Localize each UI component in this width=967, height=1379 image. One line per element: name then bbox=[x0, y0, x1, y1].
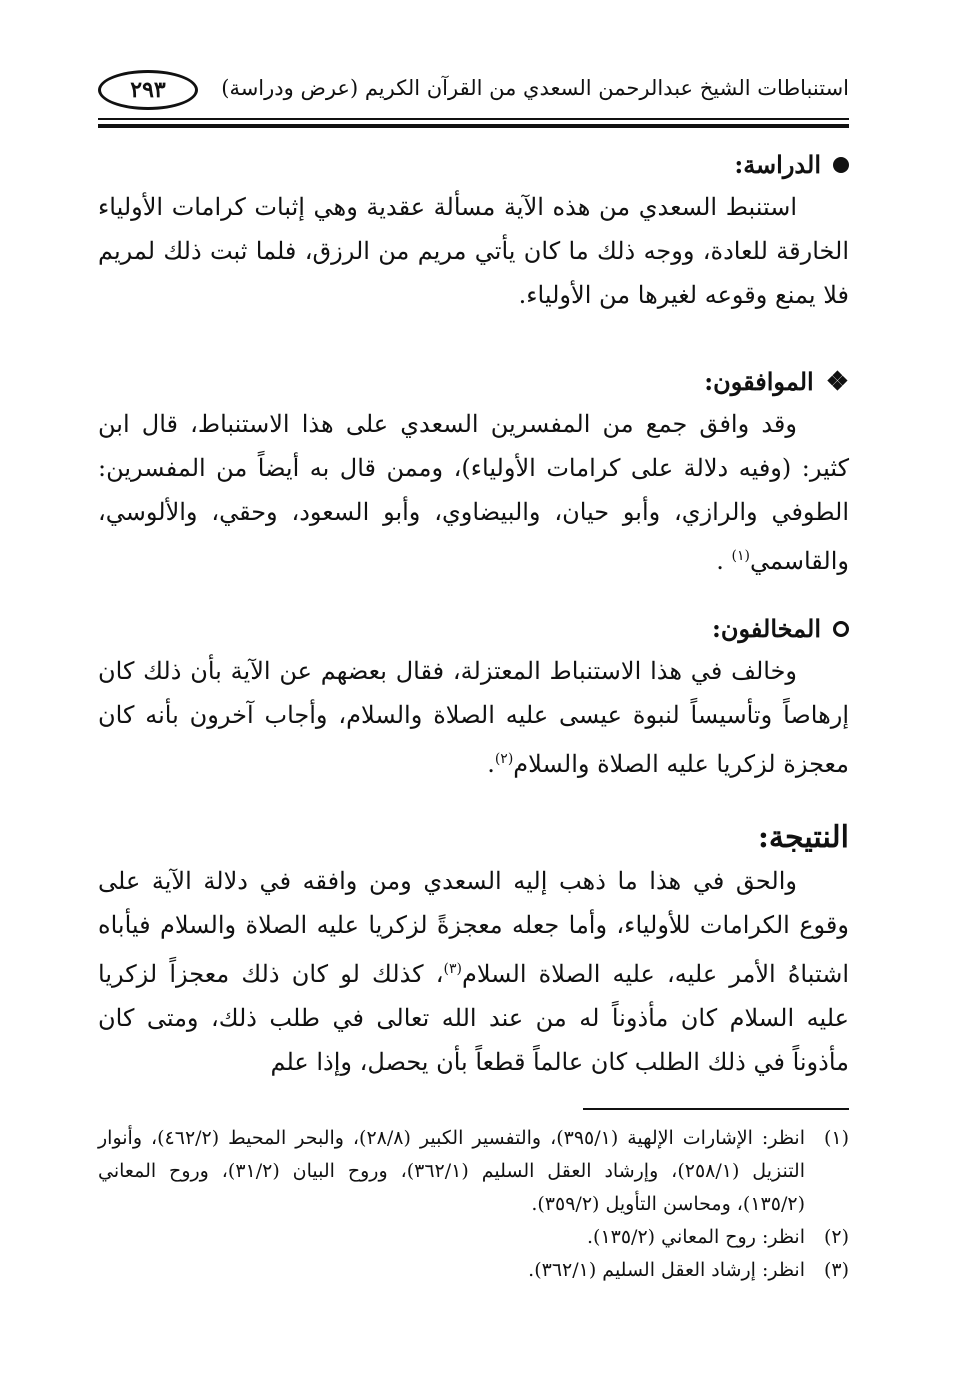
header-rule-thin bbox=[98, 118, 849, 120]
agreeing-heading-text: الموافقون: bbox=[704, 367, 814, 396]
agreeing-end: . bbox=[716, 547, 732, 575]
study-paragraph bbox=[98, 185, 849, 317]
opposing-heading-text: المخالفون: bbox=[712, 614, 821, 643]
footnote-2-number: (٢) bbox=[823, 1226, 849, 1248]
opposing-section bbox=[98, 614, 849, 786]
footnote-2-text: انظر: روح المعاني (١٣٥/٢). bbox=[586, 1226, 805, 1248]
agreeing-paragraph bbox=[98, 402, 849, 583]
diamond-ornament-icon: ❖ bbox=[825, 366, 849, 397]
result-text-a: والحق في هذا ما ذهب إليه السعدي ومن وافقه في دلالة الآية على وقوع الكرامات للأولياء، وأما جعله معجزةً لزكريا عليه الصلاة والسلام فيأباه اشتباهُ الأمر عليه، عليه الصلاة السلام bbox=[98, 867, 850, 988]
page-number-badge bbox=[98, 70, 198, 110]
agreeing-heading bbox=[98, 367, 849, 396]
opposing-heading bbox=[98, 614, 849, 643]
footnote-ref-3[interactable]: (٣) bbox=[443, 961, 462, 977]
result-paragraph bbox=[98, 859, 849, 1084]
footnote-3 bbox=[98, 1254, 849, 1287]
hollow-circle-bullet-icon bbox=[833, 621, 849, 637]
opposing-paragraph bbox=[98, 649, 849, 786]
footnote-ref-1[interactable]: (١) bbox=[731, 548, 750, 564]
running-header bbox=[98, 62, 849, 120]
footnote-separator bbox=[583, 1108, 849, 1110]
study-text: استنبط السعدي من هذه الآية مسألة عقدية وهي إثبات كرامات الأولياء الخارقة للعادة، ووجه ذلك ما كان يأتي مريم من الرزق، فلما ثبت ذلك لمريم فلا يمنع وقوعه لغيرها من الأولياء. bbox=[98, 193, 849, 309]
result-heading: النتيجة: bbox=[757, 820, 849, 855]
footnote-1-number: (١) bbox=[823, 1127, 849, 1149]
study-heading-text: الدراسة: bbox=[734, 150, 821, 179]
header-rule-thick bbox=[98, 124, 849, 128]
header-title: استنباطات الشيخ عبدالرحمن السعدي من القرآن الكريم (عرض ودراسة) bbox=[221, 76, 849, 100]
opposing-end: . bbox=[487, 750, 495, 778]
page-number: ٢٩٣ bbox=[130, 77, 166, 103]
study-heading bbox=[98, 150, 849, 179]
opposing-text: وخالف في هذا الاستنباط المعتزلة، فقال بعضهم عن الآية بأن ذلك كان إرهاصاً وتأسيساً لنبوة عيسى عليه الصلاة والسلام، وأجاب آخرون بأنه كان معجزة لزكريا عليه الصلاة والسلام bbox=[98, 657, 849, 778]
result-text-b: ، كذلك لو كان ذلك معجزاً لزكريا عليه السلام كان مأذوناً له من عند الله تعالى في طلب ذلك، ومتى كان مأذوناً في ذلك الطلب كان عالماً قطعاً بأن يحصل، وإذا علم bbox=[98, 960, 849, 1076]
footnote-ref-2[interactable]: (٢) bbox=[494, 751, 514, 767]
agreeing-section bbox=[98, 367, 849, 583]
footnote-3-text: انظر: إرشاد العقل السليم (٣٦٢/١). bbox=[528, 1259, 805, 1281]
footnote-1 bbox=[98, 1122, 849, 1221]
study-section bbox=[98, 150, 849, 317]
filled-circle-bullet-icon bbox=[833, 157, 849, 173]
footnote-2 bbox=[98, 1221, 849, 1254]
footnotes bbox=[98, 1122, 849, 1287]
result-section bbox=[98, 820, 849, 1084]
footnote-3-number: (٣) bbox=[823, 1259, 849, 1281]
agreeing-text: وقد وافق جمع من المفسرين السعدي على هذا الاستنباط، قال ابن كثير: (وفيه دلالة على كرامات الأولياء)، وممن قال به أيضاً من المفسرين: الطوفي والرازي، وأبو حيان، والبيضاوي، وأبو السعود، وحقي، والألوسي، والقاسمي bbox=[98, 410, 849, 575]
footnote-1-text: انظر: الإشارات الإلهية (٣٩٥/١)، والتفسير الكبير (٢٨/٨)، والبحر المحيط (٤٦٢/٢)، وأنوار التنزيل (٢٥٨/١)، وإرشاد العقل السليم (٣٦٢/١)، وروح البيان (٣١/٢)، وروح المعاني (١٣٥/٢)، ومحاسن التأويل (٣٥٩/٢). bbox=[98, 1127, 805, 1215]
